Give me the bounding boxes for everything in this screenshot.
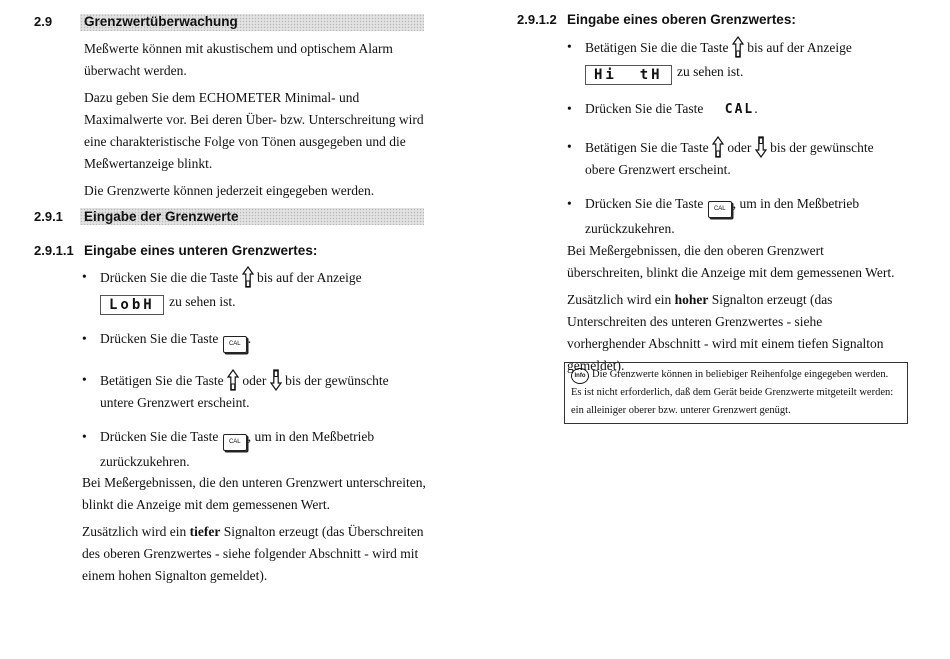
description-paragraph: Bei Meßergebnissen, die den oberen Grenzwert überschreiten, blinkt die Anzeige mit dem gemessenen Wert. bbox=[567, 243, 895, 280]
arrow-up-key-icon bbox=[732, 36, 744, 58]
subsubsection-number: 2.9.1.1 bbox=[34, 243, 74, 258]
step-text: , um in den Meßbetrieb zurückzukehren. bbox=[585, 196, 860, 236]
cal-key-icon: CAL bbox=[708, 201, 732, 218]
intro-paragraph: Dazu geben Sie dem ECHOMETER Minimal- und Maximalwerte vor. Bei deren Über- bzw. Unterschreitung wird eine charakteristische Folge von Tönen ausgegeben und die Meßwertanzeige blinkt. bbox=[84, 90, 424, 171]
upper-limit-steps bbox=[567, 36, 897, 240]
subsubsection-title: Eingabe eines unteren Grenzwertes: bbox=[84, 243, 318, 258]
step-text: . bbox=[247, 331, 252, 346]
step-item bbox=[82, 329, 422, 353]
step-text: Betätigen Sie die Taste bbox=[100, 373, 224, 388]
bullet: • bbox=[82, 331, 87, 346]
bullet: • bbox=[82, 269, 87, 284]
step-item bbox=[567, 136, 897, 181]
lower-limit-description bbox=[82, 472, 427, 592]
upper-limit-description bbox=[567, 240, 902, 382]
step-text: . bbox=[754, 101, 758, 116]
step-text: Drücken Sie die die Taste bbox=[100, 270, 239, 285]
step-text: Drücken Sie die Taste bbox=[100, 331, 219, 346]
section-title: Grenzwertüberwachung bbox=[84, 14, 238, 29]
description-paragraph: Zusätzlich wird ein hoher Signalton erzeugt (das Unterschreiten des unteren Grenzwertes - siehe vorherghender Abschnitt - wird mit einem tiefen Signalton gemeldet). bbox=[567, 292, 884, 373]
step-text: oder bbox=[727, 140, 752, 155]
arrow-down-key-icon bbox=[270, 369, 282, 391]
bullet: • bbox=[567, 39, 572, 54]
arrow-up-key-icon bbox=[242, 266, 254, 288]
arrow-up-key-icon bbox=[227, 369, 239, 391]
subsection-title: Eingabe der Grenzwerte bbox=[84, 209, 239, 224]
step-item bbox=[82, 369, 422, 414]
intro-paragraph: Die Grenzwerte können jederzeit eingegeben werden. bbox=[84, 183, 375, 198]
info-note-text: Die Grenzwerte können in beliebiger Reihenfolge eingegeben werden. Es ist nicht erforderlich, daß dem Gerät beide Grenzwerte mitgeteilt werden: ein alleiniger oberer bzw. unterer Grenzwert genügt. bbox=[571, 369, 894, 416]
step-text: bis auf der Anzeige bbox=[747, 40, 852, 55]
bullet: • bbox=[82, 372, 87, 387]
bullet: • bbox=[567, 196, 572, 211]
cal-key-icon: CAL bbox=[223, 336, 247, 353]
step-text: bis der gewünschte untere Grenzwert erscheint. bbox=[100, 373, 389, 410]
cal-key-icon: CAL bbox=[223, 434, 247, 451]
bullet: • bbox=[567, 101, 572, 116]
bullet: • bbox=[567, 139, 572, 154]
step-text: , um in den Meßbetrieb zurückzukehren. bbox=[100, 429, 375, 469]
lcd-display: LobH bbox=[100, 295, 164, 315]
bullet: • bbox=[82, 429, 87, 444]
step-text: Betätigen Sie die Taste bbox=[585, 140, 709, 155]
arrow-down-key-icon bbox=[755, 136, 767, 158]
lcd-display: CAL bbox=[724, 102, 755, 117]
step-item bbox=[82, 266, 422, 315]
description-paragraph: Bei Meßergebnissen, die den unteren Grenzwert unterschreiten, blinkt die Anzeige mit dem gemessenen Wert. bbox=[82, 475, 426, 512]
subsubsection-title: Eingabe eines oberen Grenzwertes: bbox=[567, 12, 796, 27]
subsection-number: 2.9.1 bbox=[34, 209, 63, 224]
step-text: oder bbox=[242, 373, 267, 388]
section-number: 2.9 bbox=[34, 14, 53, 29]
intro-paragraph: Meßwerte können mit akustischem und optischem Alarm überwacht werden. bbox=[84, 41, 393, 78]
lower-limit-steps bbox=[82, 266, 422, 473]
subsubsection-number: 2.9.1.2 bbox=[517, 12, 557, 27]
intro-text bbox=[84, 38, 424, 207]
step-item bbox=[567, 36, 897, 85]
step-text: zu sehen ist. bbox=[169, 294, 236, 309]
description-paragraph: Zusätzlich wird ein tiefer Signalton erzeugt (das Überschreiten des oberen Grenzwertes - siehe folgender Abschnitt - wird mit einem hohen Signalton gemeldet). bbox=[82, 524, 424, 583]
step-text: bis auf der Anzeige bbox=[257, 270, 362, 285]
step-item bbox=[567, 99, 897, 120]
lcd-display: Hi tH bbox=[585, 65, 672, 85]
step-text: Betätigen Sie die die Taste bbox=[585, 40, 729, 55]
arrow-up-key-icon bbox=[712, 136, 724, 158]
step-text: bis der gewünschte obere Grenzwert erscheint. bbox=[585, 140, 874, 177]
step-text: zu sehen ist. bbox=[676, 64, 744, 79]
step-item bbox=[82, 426, 422, 473]
step-text: Drücken Sie die Taste bbox=[585, 101, 704, 116]
step-text: Drücken Sie die Taste bbox=[100, 429, 219, 444]
info-icon: Info bbox=[571, 368, 589, 384]
step-item bbox=[567, 193, 897, 240]
info-note bbox=[564, 362, 908, 424]
step-text: Drücken Sie die Taste bbox=[585, 196, 704, 211]
